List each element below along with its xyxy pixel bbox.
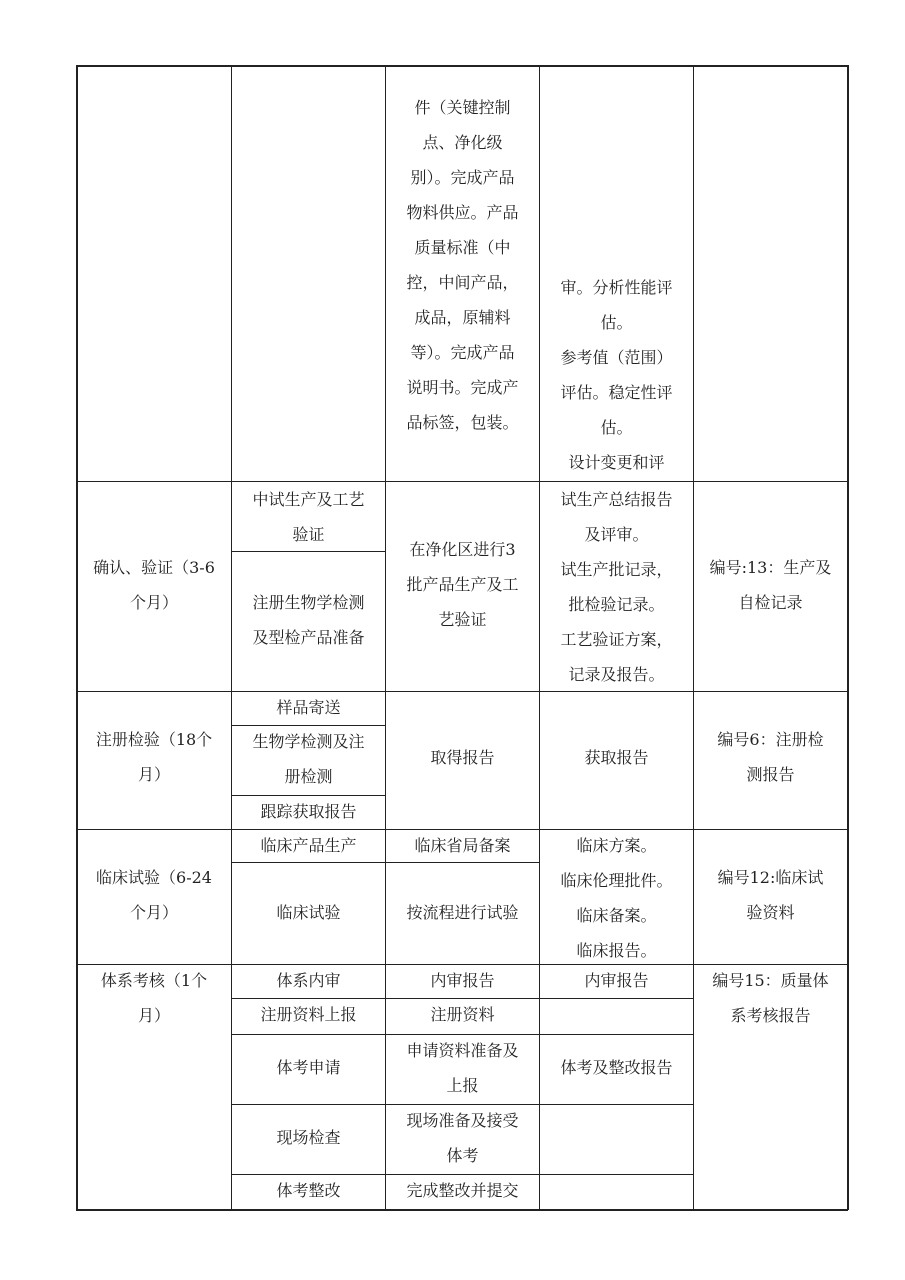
cell-row1-output: 审。分析性能评 估。 参考值（范围） 评估。稳定性评 估。 设计变更和评	[560, 278, 673, 472]
cell-row5-work4: 现场准备及接受 体考	[406, 1111, 519, 1165]
cell-row3-work: 取得报告	[430, 748, 495, 767]
cell-row4-task1: 临床产品生产	[260, 836, 357, 855]
cell-row5-output3: 体考及整改报告	[560, 1058, 673, 1077]
cell-row5-doc: 编号15：质量体 系考核报告	[712, 971, 829, 1025]
cell-row2-work: 在净化区进行3 批产品生产及工 艺验证	[406, 540, 519, 629]
cell-row1-work: 件（关键控制 点、净化级 别）。完成产品 物料供应。产品 质量标准（中 控，中间产品， 成品，原辅料 等）。完成产品 说明书。完成产 品标签，包装。	[406, 98, 519, 432]
cell-row5-task1: 体系内审	[276, 971, 341, 990]
cell-row2-output: 试生产总结报告 及评审。 试生产批记录， 批检验记录。 工艺验证方案， 记录及报告。	[560, 490, 673, 684]
cell-row5-work5: 完成整改并提交	[406, 1181, 519, 1200]
cell-row5-task3: 体考申请	[276, 1058, 341, 1077]
cell-row3-doc: 编号6：注册检 测报告	[717, 730, 824, 784]
cell-row4-work1: 临床省局备案	[414, 836, 511, 855]
cell-row3-task3: 跟踪获取报告	[260, 802, 357, 821]
cell-row3-output: 获取报告	[584, 748, 649, 767]
cell-row5-work1: 内审报告	[430, 971, 495, 990]
cell-row2-stage: 确认、验证（3-6 个月）	[93, 558, 215, 612]
cell-row5-work3: 申请资料准备及 上报	[406, 1041, 519, 1095]
cell-row5-stage: 体系考核（1个 月）	[100, 971, 208, 1025]
cell-row4-task2: 临床试验	[276, 903, 341, 922]
cell-row4-output: 临床方案。 临床伦理批件。 临床备案。 临床报告。	[560, 836, 673, 960]
cell-row5-task2: 注册资料上报	[260, 1005, 357, 1024]
row-divider	[76, 481, 848, 482]
cell-row5-work2: 注册资料	[430, 1005, 495, 1024]
cell-row4-work2: 按流程进行试验	[406, 903, 519, 922]
cell-row3-stage: 注册检验（18个 月）	[95, 730, 213, 784]
table-top-border	[76, 65, 848, 67]
row-divider	[76, 691, 848, 692]
cell-row5-task4: 现场检查	[276, 1128, 341, 1147]
cell-row5-output1: 内审报告	[584, 971, 649, 990]
column-divider	[693, 65, 694, 1210]
cell-row4-stage: 临床试验（6-24 个月）	[96, 868, 212, 922]
table-left-border	[76, 65, 78, 1210]
cell-row3-task2: 生物学检测及注 册检测	[252, 732, 365, 786]
cell-row5-task5: 体考整改	[276, 1181, 341, 1200]
cell-row4-doc: 编号12:临床试 验资料	[717, 868, 824, 922]
cell-row2-doc: 编号:13：生产及 自检记录	[709, 558, 832, 612]
table-bottom-border	[76, 1209, 848, 1211]
cell-row3-task1: 样品寄送	[276, 698, 341, 717]
cell-row2-task2: 注册生物学检测 及型检产品准备	[252, 593, 365, 647]
cell-row2-task1: 中试生产及工艺 验证	[252, 490, 365, 544]
table-right-border	[847, 65, 849, 1210]
